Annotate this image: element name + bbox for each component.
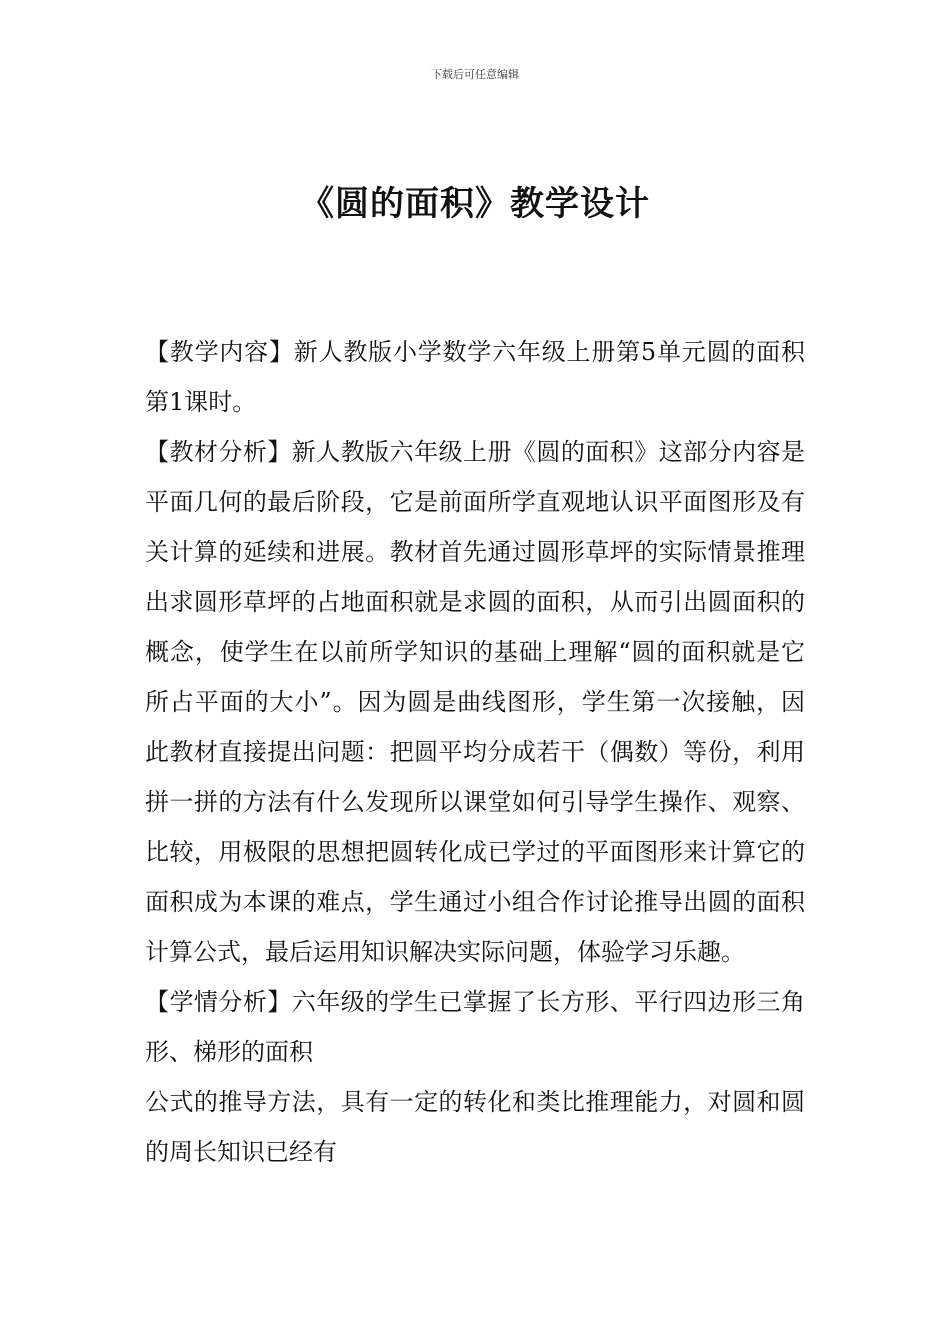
paragraph-learner-analysis-continued: 公式的推导方法，具有一定的转化和类比推理能力，对圆和圆的周长知识已经有 <box>145 1088 805 1166</box>
paragraph-textbook-analysis: 【教材分析】新人教版六年级上册《圆的面积》这部分内容是平面几何的最后阶段，它是前面所学直观地认识平面图形及有关计算的延续和进展。教材首先通过圆形草坪的实际情景推理出求圆形草坪的占地面积就是求圆的面积，从而引出圆面积的概念，使学生在以前所学知识的基础上理解“圆的面积就是它所占平面的大小”。因为圆是曲线图形，学生第一次接触，因此教材直接提出问题：把圆平均分成若干（偶数）等份，利用拼一拼的方法有什么发现所以课堂如何引导学生操作、观察、比较，用极限的思想把圆转化成已学过的平面图形来计算它的面积成为本课的难点，学生通过小组合作讨论推导出圆的面积计算公式，最后运用知识解决实际问题，体验学习乐趣。 <box>145 438 805 966</box>
document-title: 《圆的面积》教学设计 <box>300 184 650 224</box>
document-body <box>145 327 805 1177</box>
paragraph-teaching-content: 【教学内容】新人教版小学数学六年级上册第5单元圆的面积第1课时。 <box>145 338 805 416</box>
header-note: 下载后可任意编辑 <box>431 68 519 81</box>
paragraph-learner-analysis: 【学情分析】六年级的学生已掌握了长方形、平行四边形三角形、梯形的面积 <box>145 988 805 1066</box>
